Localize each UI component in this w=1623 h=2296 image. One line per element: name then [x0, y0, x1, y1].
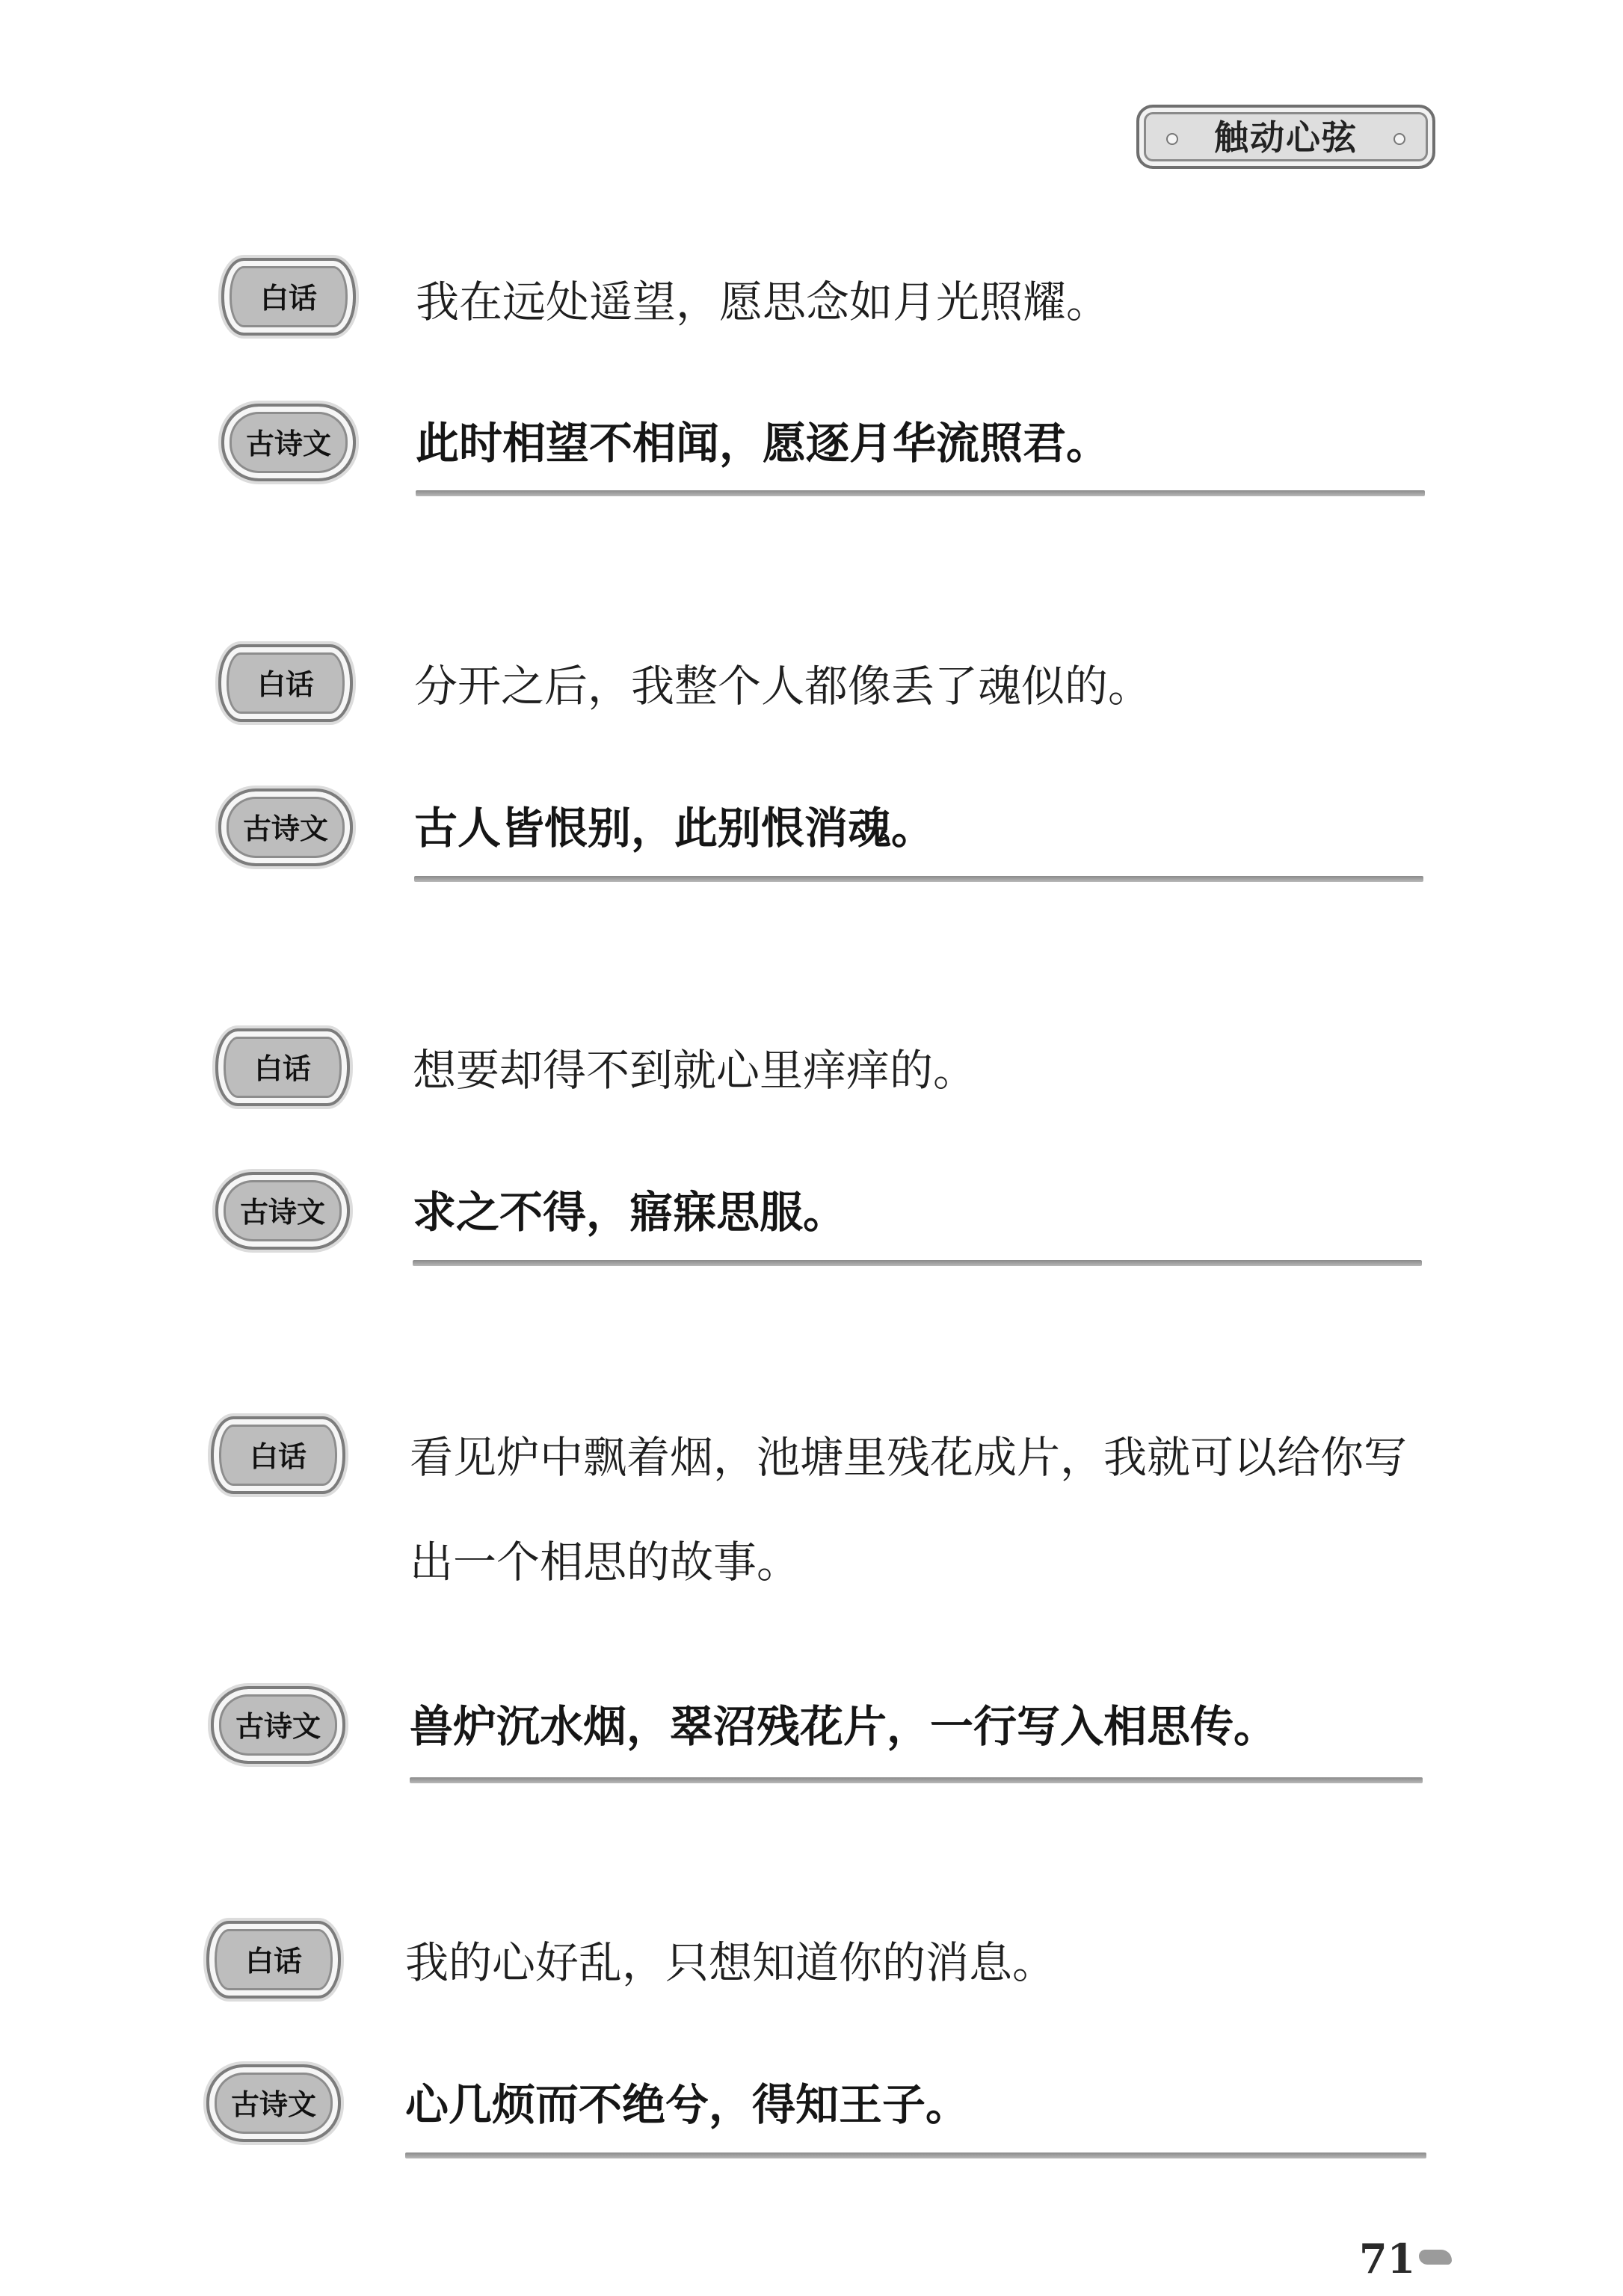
section-title-tag	[1136, 105, 1435, 169]
divider-rule	[410, 1777, 1423, 1783]
baihua-badge-label: 白话	[244, 1945, 302, 1978]
baihua-text: 我在远处遥望，愿思念如月光照耀。	[416, 277, 1110, 327]
divider-rule	[413, 1260, 1422, 1266]
baihua-badge	[221, 258, 356, 336]
gushiwen-badge-label: 古诗文	[239, 1196, 325, 1229]
gushiwen-text: 兽炉沉水烟，翠沼残花片，一行写入相思传。	[410, 1701, 1278, 1752]
divider-rule	[416, 490, 1425, 496]
baihua-text: 想要却得不到就心里痒痒的。	[413, 1045, 977, 1096]
baihua-badge	[218, 644, 353, 722]
gushiwen-badge-label: 古诗文	[245, 428, 331, 460]
gushiwen-badge-label: 古诗文	[242, 812, 328, 845]
gushiwen-badge	[218, 789, 353, 866]
baihua-badge-label: 白话	[256, 668, 314, 701]
gushiwen-text: 此时相望不相闻，愿逐月华流照君。	[416, 418, 1110, 469]
gushiwen-badge	[206, 2064, 341, 2142]
divider-rule	[414, 876, 1423, 882]
gushiwen-badge-label: 古诗文	[235, 1710, 321, 1743]
gushiwen-text: 求之不得，寤寐思服。	[413, 1187, 847, 1238]
section-title: 触动心弦	[1214, 117, 1358, 158]
gushiwen-badge	[221, 404, 356, 481]
baihua-badge	[206, 1921, 341, 1999]
baihua-badge-label: 白话	[259, 282, 317, 315]
baihua-badge-label: 白话	[249, 1440, 307, 1473]
baihua-text: 我的心好乱，只想知道你的消息。	[405, 1937, 1056, 1988]
gushiwen-badge	[215, 1172, 350, 1250]
baihua-badge	[211, 1416, 345, 1494]
tag-ornament-right	[1393, 133, 1405, 145]
page-number: 71	[1359, 2235, 1416, 2283]
gushiwen-text: 心几烦而不绝兮，得知王子。	[405, 2079, 970, 2130]
baihua-text: 分开之后，我整个人都像丢了魂似的。	[414, 661, 1152, 712]
gushiwen-badge	[211, 1686, 345, 1764]
page-corner-mark-icon	[1419, 2250, 1452, 2265]
baihua-badge	[215, 1028, 350, 1106]
baihua-badge-label: 白话	[253, 1052, 311, 1085]
gushiwen-badge-label: 古诗文	[230, 2088, 316, 2121]
baihua-text: 看见炉中飘着烟，池塘里残花成片，我就可以给你写出一个相思的故事。	[410, 1432, 1408, 1587]
divider-rule	[405, 2152, 1426, 2158]
gushiwen-text: 古人皆恨别，此别恨消魂。	[414, 803, 935, 854]
